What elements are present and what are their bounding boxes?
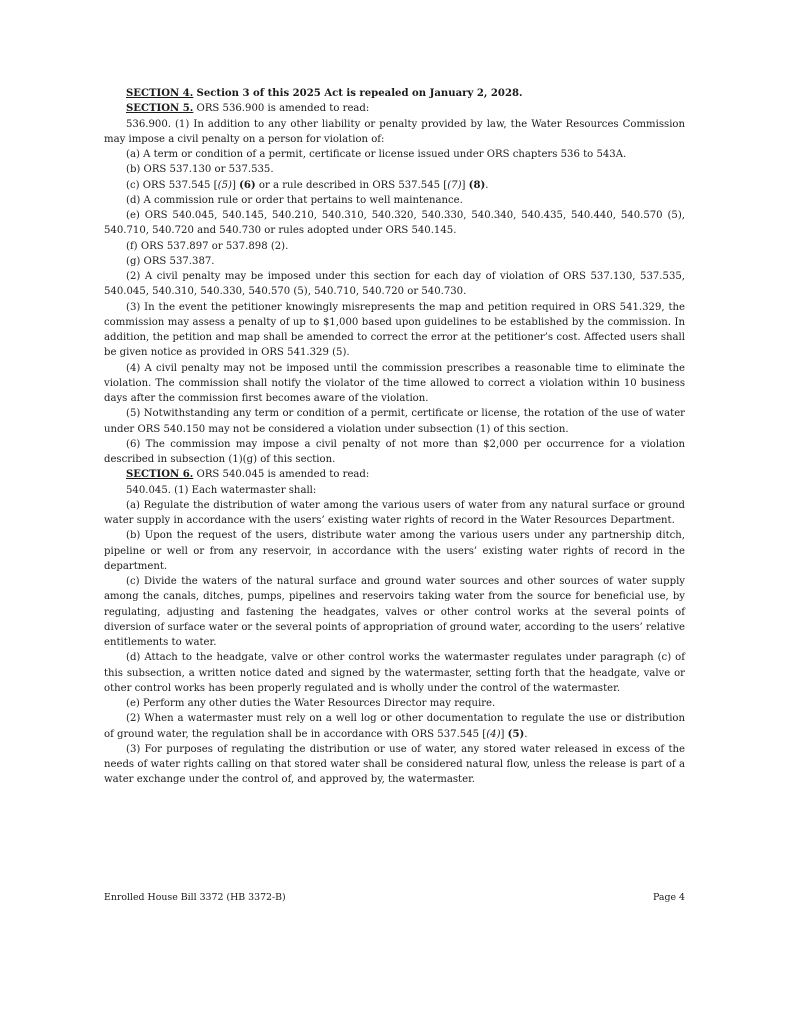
section-6-a: (a) Regulate the distribution of water among the various users of water from any natural surface or ground water supply in accordance with the users’ existing water rights of record in the Water Resources Department.: [104, 499, 685, 526]
deleted-text: (4): [486, 728, 501, 740]
section-5-intro: ORS 536.900 is amended to read:: [196, 103, 370, 115]
section-5-label: SECTION 5.: [126, 103, 194, 115]
text-span: ]: [500, 728, 508, 740]
section-5-p2: (2) A civil penalty may be imposed under this section for each day of violation of ORS 537.130, 537.535, 540.045, 540.310, 540.330, 540.570 (5), 540.710, 540.720 or 540.730.: [104, 271, 685, 298]
section-6-d: (d) Attach to the headgate, valve or other control works the watermaster regulates under paragraph (c) of this subsection, a written notice dated and signed by the watermaster, setting forth that the headgate, valve or other control works has been properly regulated and is wholly under the control of the watermaster.: [104, 652, 685, 694]
bill-identifier: Enrolled House Bill 3372 (HB 3372-B): [104, 892, 286, 903]
section-6-p0: 540.045. (1) Each watermaster shall:: [126, 484, 317, 496]
section-6-e: (e) Perform any other duties the Water Resources Director may require.: [126, 698, 496, 709]
section-5-g: (g) ORS 537.387.: [126, 255, 215, 267]
section-5-p0: 536.900. (1) In addition to any other liability or penalty provided by law, the Water Resources Commission may impose a civil penalty on a person for violation of:: [104, 118, 685, 145]
page-number: Page 4: [653, 892, 685, 903]
text-span: or a rule described in ORS 537.545 [: [255, 179, 448, 191]
section-5-c: [104, 178, 685, 193]
section-4: [104, 86, 685, 101]
section-6-label: SECTION 6.: [126, 469, 194, 481]
section-6-p3: (3) For purposes of regulating the distribution or use of water, any stored water released in excess of the needs of water rights calling on that stored water shall be considered natural flow, unless the release is part of a water exchange under the control of, and approved by, the watermaster.: [104, 743, 685, 786]
section-4-text: Section 3 of this 2025 Act is repealed on January 2, 2028.: [196, 88, 523, 99]
page-footer: [104, 892, 685, 908]
new-text: (6): [239, 179, 256, 191]
deleted-text: (7): [447, 179, 462, 191]
section-5-p4: (4) A civil penalty may not be imposed until the commission prescribes a reasonable time to eliminate the violation. The commission shall notify the violator of the time allowed to correct a violation within 10 business days after the commission first becomes aware of the violation.: [104, 362, 685, 404]
section-6-c: (c) Divide the waters of the natural surface and ground water sources and other sources of water supply among the canals, ditches, pumps, pipelines and reservoirs taking water from the source for beneficial use, by regulating, adjusting and fastening the headgates, valves or other control works at the several points of diversion of surface water or the several points of appropriation of ground water, according to the users’ relative entitlements to water.: [104, 576, 685, 648]
text-span: ]: [231, 179, 240, 191]
text-span: .: [524, 728, 528, 740]
section-5-e: (e) ORS 540.045, 540.145, 540.210, 540.310, 540.320, 540.330, 540.340, 540.435, 540.440, 540.570 (5), 540.710, 540.720 and 540.730 or rules adopted under ORS 540.145.: [104, 210, 685, 237]
section-5-a: (a) A term or condition of a permit, certificate or license issued under ORS chapters 536 to 543A.: [126, 149, 627, 160]
section-5-p3: (3) In the event the petitioner knowingly misrepresents the map and petition required in ORS 541.329, the commission may assess a penalty of up to $1,000 based upon guidelines to be established by the commission. In addition, the petition and map shall be amended to correct the error at the petitioner’s cost. Affected users shall be given notice as provided in ORS 541.329 (5).: [104, 301, 685, 359]
section-6-intro: ORS 540.045 is amended to read:: [196, 469, 370, 481]
text-span: (c) ORS 537.545 [: [126, 179, 218, 191]
section-4-label: SECTION 4.: [126, 88, 194, 99]
section-5-f: (f) ORS 537.897 or 537.898 (2).: [126, 240, 289, 252]
section-6-p2: [104, 711, 685, 742]
document-body: [104, 86, 685, 788]
section-5-p5: (5) Notwithstanding any term or condition of a permit, certificate or license, the rotation of the use of water under ORS 540.150 may not be considered a violation under subsection (1) of this section.: [104, 408, 685, 435]
new-text: (5): [507, 728, 525, 740]
text-span: ]: [461, 179, 469, 191]
deleted-text: (5): [217, 179, 232, 191]
text-span: .: [485, 179, 489, 191]
section-5-b: (b) ORS 537.130 or 537.535.: [126, 164, 274, 176]
text-span: (2) When a watermaster must rely on a well log or other documentation to regulate the use or distribution of ground water, the regulation shall be in accordance with ORS 537.545 [: [104, 713, 685, 740]
new-text: (8): [468, 179, 486, 191]
section-6-b: (b) Upon the request of the users, distribute water among the various users under any partnership ditch, pipeline or well or from any reservoir, in accordance with the users’ existing water rights of record in the department.: [104, 530, 685, 572]
section-5-heading: [104, 101, 685, 116]
section-5-d: (d) A commission rule or order that pertains to well maintenance.: [126, 194, 463, 206]
section-5-p6: (6) The commission may impose a civil penalty of not more than $2,000 per occurrence for a violation described in subsection (1)(g) of this section.: [104, 438, 685, 465]
section-6-heading: [104, 467, 685, 482]
